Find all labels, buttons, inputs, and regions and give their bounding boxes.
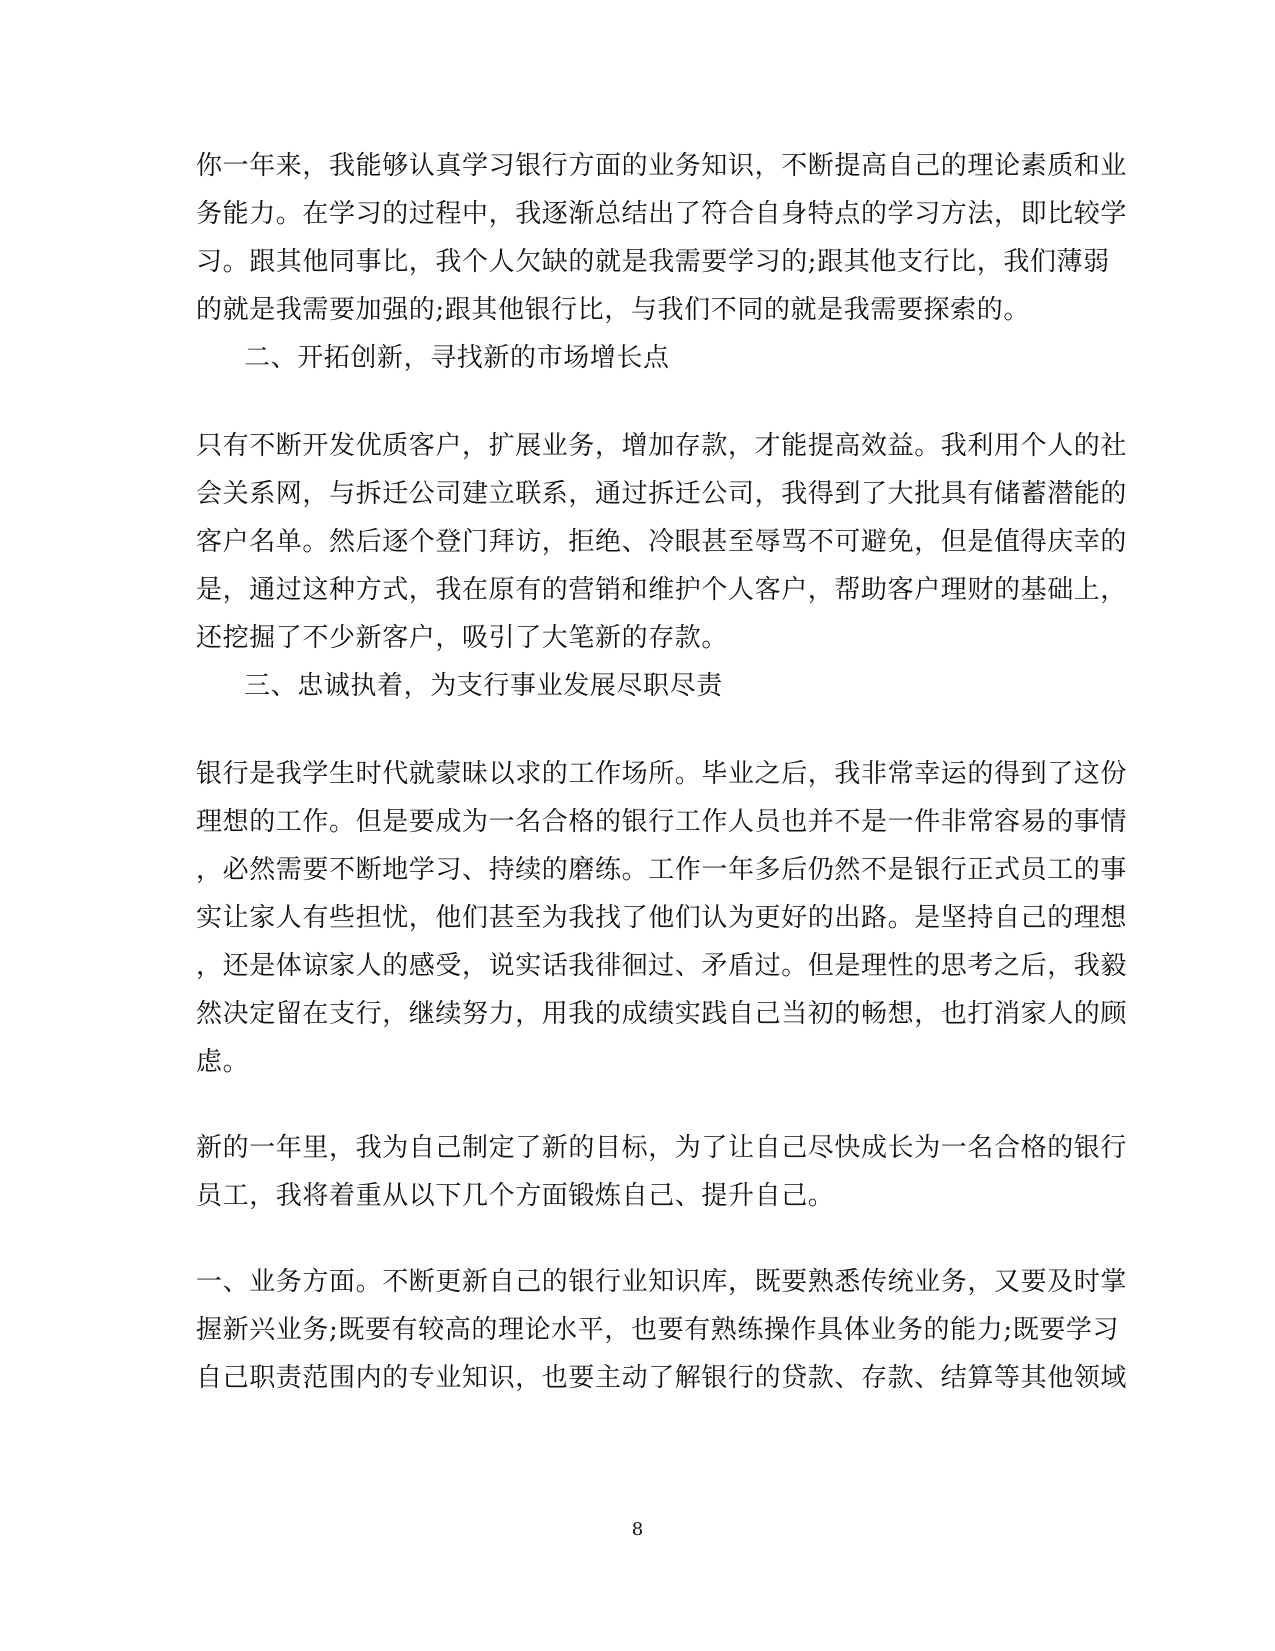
paragraph-bank-career bbox=[196, 750, 1128, 1086]
text-line: 是，通过这种方式，我在原有的营销和维护个人客户，帮助客户理财的基础上， bbox=[196, 575, 1128, 605]
text-line: 虑。 bbox=[196, 1047, 250, 1077]
text-line: 自己职责范围内的专业知识，也要主动了解银行的贷款、存款、结算等其他领域 bbox=[196, 1363, 1128, 1393]
text-line: 实让家人有些担忧，他们甚至为我找了他们认为更好的出路。是坚持自己的理想 bbox=[196, 903, 1128, 933]
page-number: 8 bbox=[631, 1519, 644, 1540]
text-line: 一、业务方面。不断更新自己的银行业知识库，既要熟悉传统业务，又要及时掌 bbox=[196, 1267, 1128, 1297]
paragraph-new-goals bbox=[196, 1124, 1128, 1220]
text-line: 员工，我将着重从以下几个方面锻炼自己、提升自己。 bbox=[196, 1181, 835, 1211]
text-line: 你一年来，我能够认真学习银行方面的业务知识，不断提高自己的理论素质和业 bbox=[196, 151, 1128, 181]
text-line: 只有不断开发优质客户，扩展业务，增加存款，才能提高效益。我利用个人的社 bbox=[196, 431, 1128, 461]
text-line: 理想的工作。但是要成为一名合格的银行工作人员也并不是一件非常容易的事情 bbox=[196, 807, 1128, 837]
section-heading-loyalty: 三、忠诚执着，为支行事业发展尽职尽责 bbox=[244, 671, 723, 701]
text-line: 会关系网，与拆迁公司建立联系，通过拆迁公司，我得到了大批具有储蓄潜能的 bbox=[196, 479, 1128, 509]
text-line: 务能力。在学习的过程中，我逐渐总结出了符合自身特点的学习方法，即比较学 bbox=[196, 199, 1128, 229]
paragraph-study-methods bbox=[196, 142, 1128, 334]
text-line: 银行是我学生时代就蒙昧以求的工作场所。毕业之后，我非常幸运的得到了这份 bbox=[196, 759, 1128, 789]
text-line: 习。跟其他同事比，我个人欠缺的就是我需要学习的;跟其他支行比，我们薄弱 bbox=[196, 247, 1110, 277]
text-line: ，还是体谅家人的感受，说实话我徘徊过、矛盾过。但是理性的思考之后，我毅 bbox=[196, 951, 1128, 981]
text-line: 新的一年里，我为自己制定了新的目标，为了让自己尽快成长为一名合格的银行 bbox=[196, 1133, 1128, 1163]
text-line: 然决定留在支行，继续努力，用我的成绩实践自己当初的畅想，也打消家人的顾 bbox=[196, 999, 1128, 1029]
text-line: ，必然需要不断地学习、持续的磨练。工作一年多后仍然不是银行正式员工的事 bbox=[196, 855, 1128, 885]
text-line: 客户名单。然后逐个登门拜访，拒绝、冷眼甚至辱骂不可避免，但是值得庆幸的 bbox=[196, 527, 1128, 557]
text-line: 握新兴业务;既要有较高的理论水平，也要有熟练操作具体业务的能力;既要学习 bbox=[196, 1315, 1120, 1345]
section-heading-innovation: 二、开拓创新，寻找新的市场增长点 bbox=[244, 343, 670, 373]
paragraph-business-aspect bbox=[196, 1258, 1128, 1402]
paragraph-develop-clients bbox=[196, 422, 1128, 662]
text-line: 的就是我需要加强的;跟其他银行比，与我们不同的就是我需要探索的。 bbox=[196, 295, 1030, 325]
text-line: 还挖掘了不少新客户，吸引了大笔新的存款。 bbox=[196, 623, 729, 653]
